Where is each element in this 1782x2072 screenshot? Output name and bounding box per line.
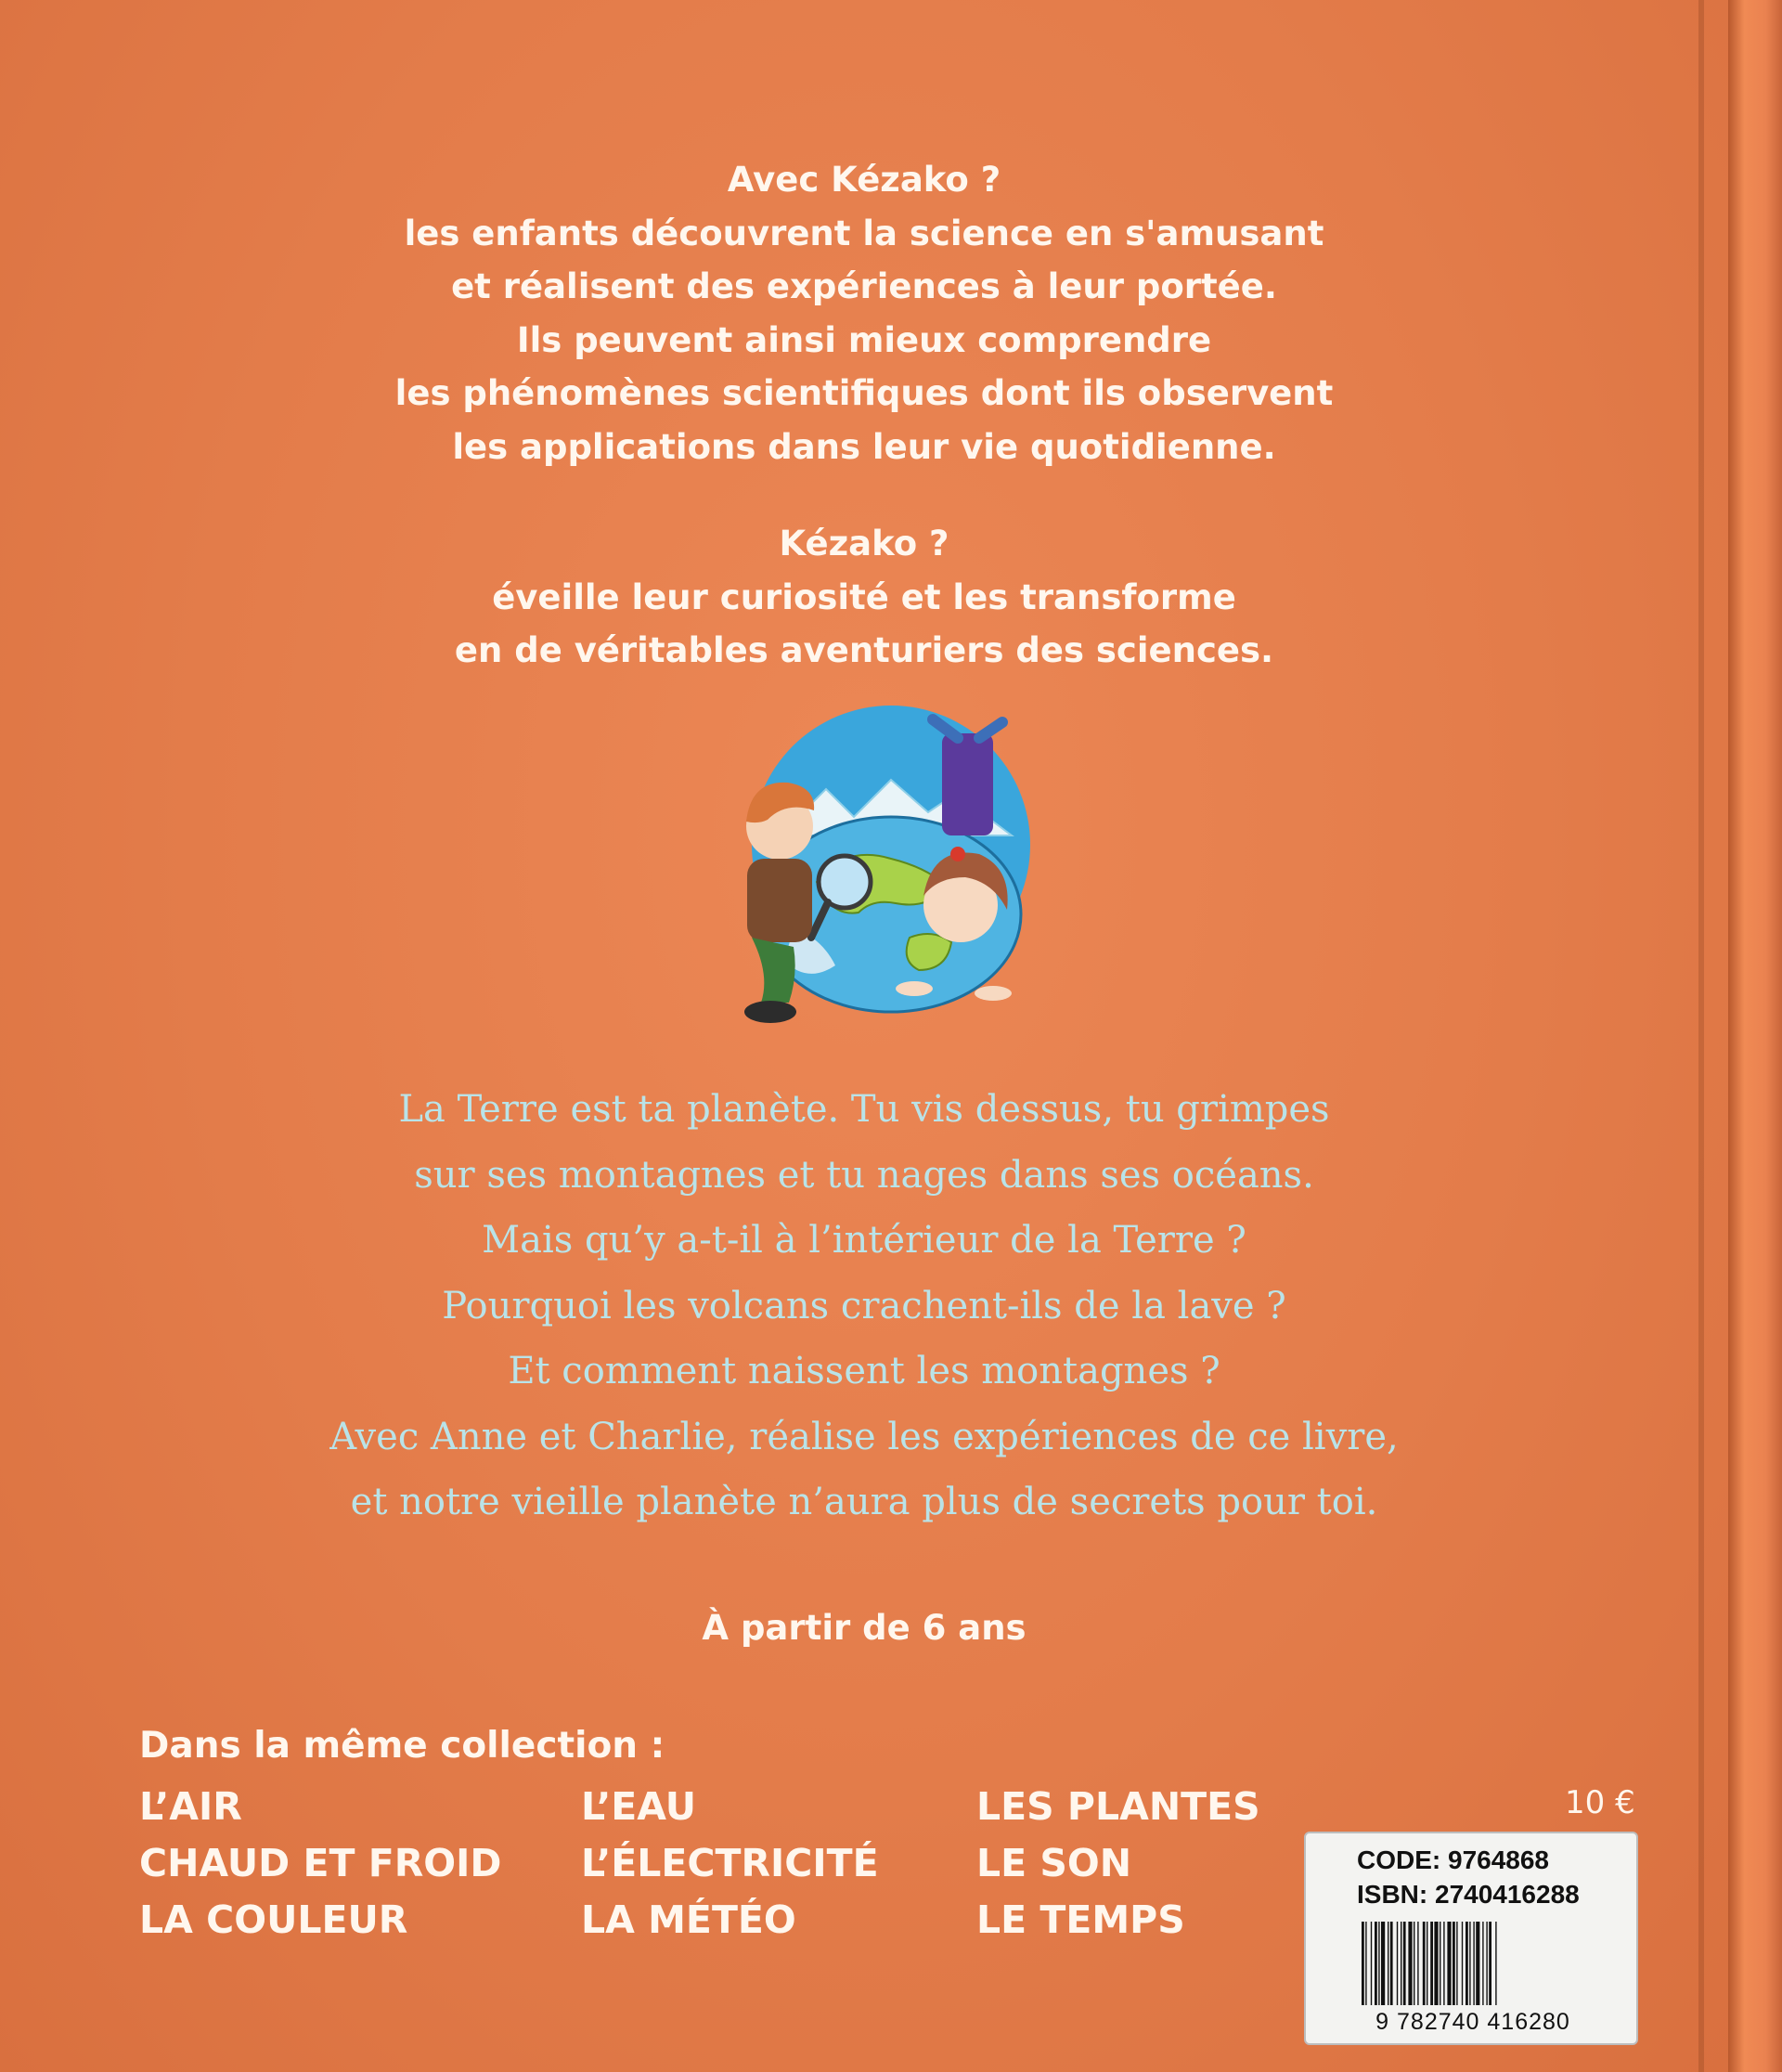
collection-item: L’EAU [581, 1784, 697, 1829]
price: 10 € [1565, 1784, 1635, 1821]
intro-line: les enfants découvrent la science en s'amusant [404, 213, 1324, 253]
story-line: Pourquoi les volcans crachent-ils de la lave ? [442, 1284, 1286, 1327]
collection-column [581, 1779, 879, 1949]
barcode-bar [1462, 1922, 1463, 2005]
sticker-isbn: ISBN: 2740416288 [1357, 1880, 1580, 1909]
barcode-bar [1430, 1922, 1433, 2005]
barcode-bar [1362, 1922, 1364, 2005]
intro-line: les phénomènes scientifiques dont ils observent [394, 373, 1334, 413]
book-spine-edge [1728, 0, 1782, 2072]
barcode-bar [1476, 1922, 1479, 2005]
barcode-bar [1469, 1922, 1470, 2005]
barcode-bar [1417, 1922, 1418, 2005]
barcode-bar [1375, 1922, 1377, 2005]
barcode-icon [1362, 1922, 1598, 2005]
kezako-line: Kézako ? [779, 524, 949, 563]
barcode-bar [1365, 1922, 1366, 2005]
story-line: et notre vieille planète n’aura plus de secrets pour toi. [350, 1481, 1378, 1523]
story-line: sur ses montagnes et tu nages dans ses océans. [414, 1153, 1314, 1197]
barcode-sticker [1304, 1832, 1638, 2045]
collection-item: LE TEMPS [976, 1897, 1185, 1942]
collection-item: LA COULEUR [139, 1897, 408, 1942]
barcode-bar [1381, 1922, 1385, 2005]
intro-line: les applications dans leur vie quotidienne. [452, 426, 1276, 467]
collection-item: L’AIR [139, 1784, 242, 1829]
collection-column [139, 1779, 501, 1949]
barcode-bar [1466, 1922, 1468, 2005]
barcode-bar [1495, 1922, 1496, 2005]
barcode-bar [1482, 1922, 1483, 2005]
story-line: Et comment naissent les montagnes ? [508, 1350, 1220, 1392]
ean-number: 9 782740 416280 [1375, 2009, 1570, 2035]
collection-item: L’ÉLECTRICITÉ [581, 1841, 879, 1885]
collection-item: LES PLANTES [976, 1784, 1260, 1829]
collection-item: CHAUD ET FROID [139, 1841, 502, 1885]
barcode-bar [1434, 1922, 1438, 2005]
kezako-line: en de véritables aventuriers des sciences. [454, 630, 1274, 670]
story-paragraph [0, 1077, 1728, 1535]
barcode-bar [1456, 1922, 1457, 2005]
collection-item: LE SON [976, 1841, 1132, 1885]
barcode-bar [1423, 1922, 1426, 2005]
barcode-bar [1453, 1922, 1455, 2005]
barcode-bar [1473, 1922, 1474, 2005]
barcode-bar [1443, 1922, 1444, 2005]
barcode-bar [1390, 1922, 1393, 2005]
barcode-bar [1489, 1922, 1491, 2005]
story-line: La Terre est ta planète. Tu vis dessus, tu grimpes [398, 1088, 1330, 1131]
barcode-bar [1447, 1922, 1451, 2005]
barcode-bar [1486, 1922, 1487, 2005]
children-exploring-earth-illustration [715, 706, 1067, 1063]
story-line: Mais qu’y a-t-il à l’intérieur de la Terre ? [482, 1219, 1246, 1262]
intro-line: Avec Kézako ? [727, 160, 1001, 200]
barcode-bar [1397, 1922, 1398, 2005]
barcode-bar [1408, 1922, 1412, 2005]
intro-paragraph [0, 153, 1728, 473]
collection-title: Dans la même collection : [139, 1725, 665, 1767]
kezako-line: éveille leur curiosité et les transforme [492, 576, 1236, 617]
intro-line: Ils peuvent ainsi mieux comprendre [516, 319, 1212, 360]
story-line: Avec Anne et Charlie, réalise les expériences de ce livre, [329, 1415, 1399, 1458]
barcode-bar [1403, 1922, 1406, 2005]
barcode-bar [1371, 1922, 1372, 2005]
kezako-paragraph [0, 517, 1728, 678]
intro-line: et réalisent des expériences à leur portée. [451, 266, 1277, 306]
barcode-bar [1378, 1922, 1379, 2005]
collection-item: LA MÉTÉO [581, 1897, 796, 1942]
sticker-code: CODE: 9764868 [1357, 1845, 1550, 1874]
collection-column [976, 1779, 1260, 1949]
age-recommendation: À partir de 6 ans [702, 1608, 1027, 1648]
